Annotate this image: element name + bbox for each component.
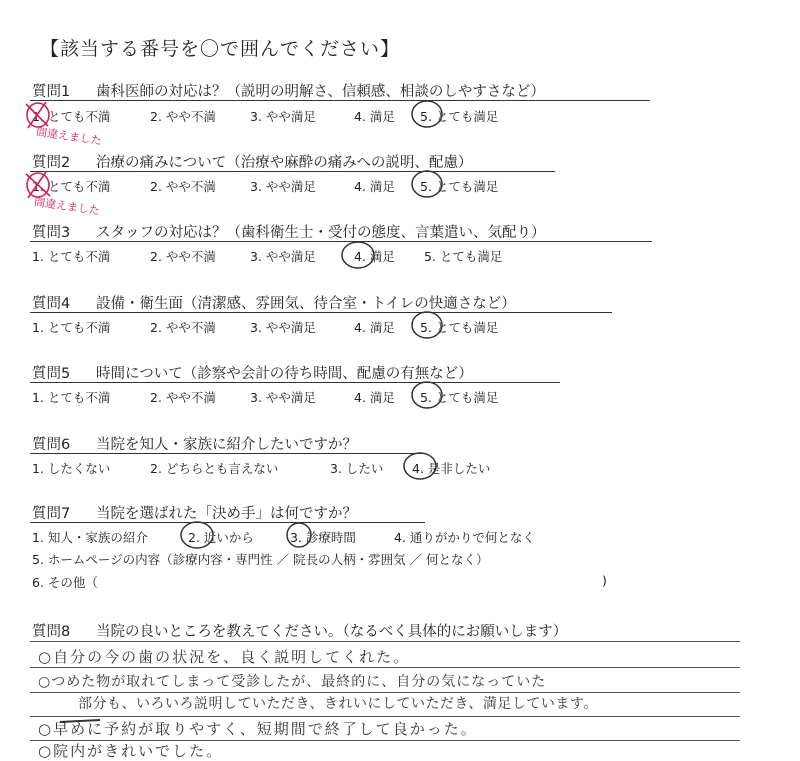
correction-mark — [26, 172, 50, 198]
question-text: 設備・衛生面（清潔感、雰囲気、待合室・トイレの快適さなど） — [96, 296, 516, 312]
option: 6. その他（ — [32, 575, 98, 590]
option: 4. 通りがかりで何となく — [394, 530, 535, 545]
option: 1. 知人・家族の紹介 — [32, 530, 148, 545]
option: 5. とても満足 — [420, 390, 499, 405]
answer-circle — [342, 242, 374, 268]
option: 2. やや不満 — [150, 109, 216, 124]
answer-circle — [412, 171, 442, 197]
correction-note: 間違えました — [35, 125, 103, 148]
handwritten-answer: 部分も、いろいろ説明していただき、きれいにしていただき、満足しています。 — [78, 696, 598, 712]
option: 4. 満足 — [354, 109, 395, 124]
option: 3. やや満足 — [250, 249, 316, 264]
question-number: 質問6 — [32, 437, 71, 453]
option: 2. やや不満 — [150, 179, 216, 194]
handwritten-answer: ○院内がきれいでした。 — [38, 742, 224, 760]
option: 4. 満足 — [354, 320, 395, 335]
option: 1. とても不満 — [32, 249, 111, 264]
option: 5. とても満足 — [424, 249, 503, 264]
question-number: 質問4 — [32, 296, 71, 312]
option: 2. やや不満 — [150, 249, 216, 264]
answer-circle — [412, 382, 442, 408]
option: 1. とても不満 — [32, 320, 111, 335]
answer-circle — [412, 312, 442, 338]
option: 3. したい — [330, 461, 384, 476]
handwritten-answer: ○早めに予約が取りやすく、短期間で終了して良かった。 — [38, 720, 478, 738]
option: 1. とても不満 — [32, 390, 111, 405]
question-text: 当院を知人・家族に紹介したいですか？ — [96, 437, 357, 453]
option: 1. とても不満 — [32, 109, 111, 124]
option: 2. どちらとも言えない — [150, 461, 279, 476]
question-number: 質問7 — [32, 506, 71, 522]
answer-circle — [287, 523, 311, 547]
question-number: 質問8 — [32, 624, 71, 640]
question-text: 当院を選ばれた「決め手」は何ですか？ — [96, 506, 357, 522]
option: 4. 満足 — [354, 249, 395, 264]
option: 2. 近いから — [188, 530, 254, 545]
question-number: 質問1 — [32, 84, 71, 100]
correction-mark — [26, 102, 49, 128]
option: 1. とても不満 — [32, 179, 111, 194]
scribble-strike — [60, 720, 100, 722]
question-number: 質問2 — [32, 155, 71, 171]
option: 3. やや満足 — [250, 179, 316, 194]
question-text: 治療の痛みについて（治療や麻酔の痛みへの説明、配慮） — [96, 155, 473, 171]
option: 4. 満足 — [354, 390, 395, 405]
question-text: 歯科医師の対応は？（説明の明解さ、信頼感、相談のしやすさなど） — [96, 84, 545, 100]
option: 1. したくない — [32, 461, 111, 476]
option: 2. やや不満 — [150, 390, 216, 405]
answer-circle — [412, 101, 442, 127]
option: 4. 満足 — [354, 179, 395, 194]
question-number: 質問3 — [32, 225, 71, 241]
question-text: 時間について（診察や会計の待ち時間、配慮の有無など） — [96, 366, 473, 382]
question-number: 質問5 — [32, 366, 71, 382]
answer-circle — [181, 522, 213, 548]
question-text: スタッフの対応は？（歯科衛生士・受付の態度、言葉遣い、気配り） — [96, 225, 546, 241]
option: 3. やや満足 — [250, 320, 316, 335]
option: 3. やや満足 — [250, 390, 316, 405]
answer-circle — [404, 453, 436, 479]
page-title: 【該当する番号を〇で囲んでください】 — [40, 38, 401, 60]
option: 3. やや満足 — [250, 109, 316, 124]
option: 5. とても満足 — [420, 320, 499, 335]
option-close-paren: ) — [602, 573, 607, 588]
question-text: 当院の良いところを教えてください。（なるべく具体的にお願いします） — [96, 624, 568, 640]
handwritten-answer: ○自分の今の歯の状況を、良く説明してくれた。 — [38, 648, 411, 666]
option: 3. 診療時間 — [290, 530, 356, 545]
option: 5. ホームページの内容（診療内容・専門性 ／ 院長の人柄・雰囲気 ／ 何となく） — [32, 552, 489, 567]
option: 5. とても満足 — [420, 179, 499, 194]
option: 2. やや不満 — [150, 320, 216, 335]
correction-note: 間違えました — [33, 195, 101, 218]
option: 5. とても満足 — [420, 109, 499, 124]
handwritten-answer: ○つめた物が取れてしまって受診したが、最終的に、自分の気になっていた — [38, 674, 547, 690]
option: 4. 是非したい — [412, 461, 491, 476]
